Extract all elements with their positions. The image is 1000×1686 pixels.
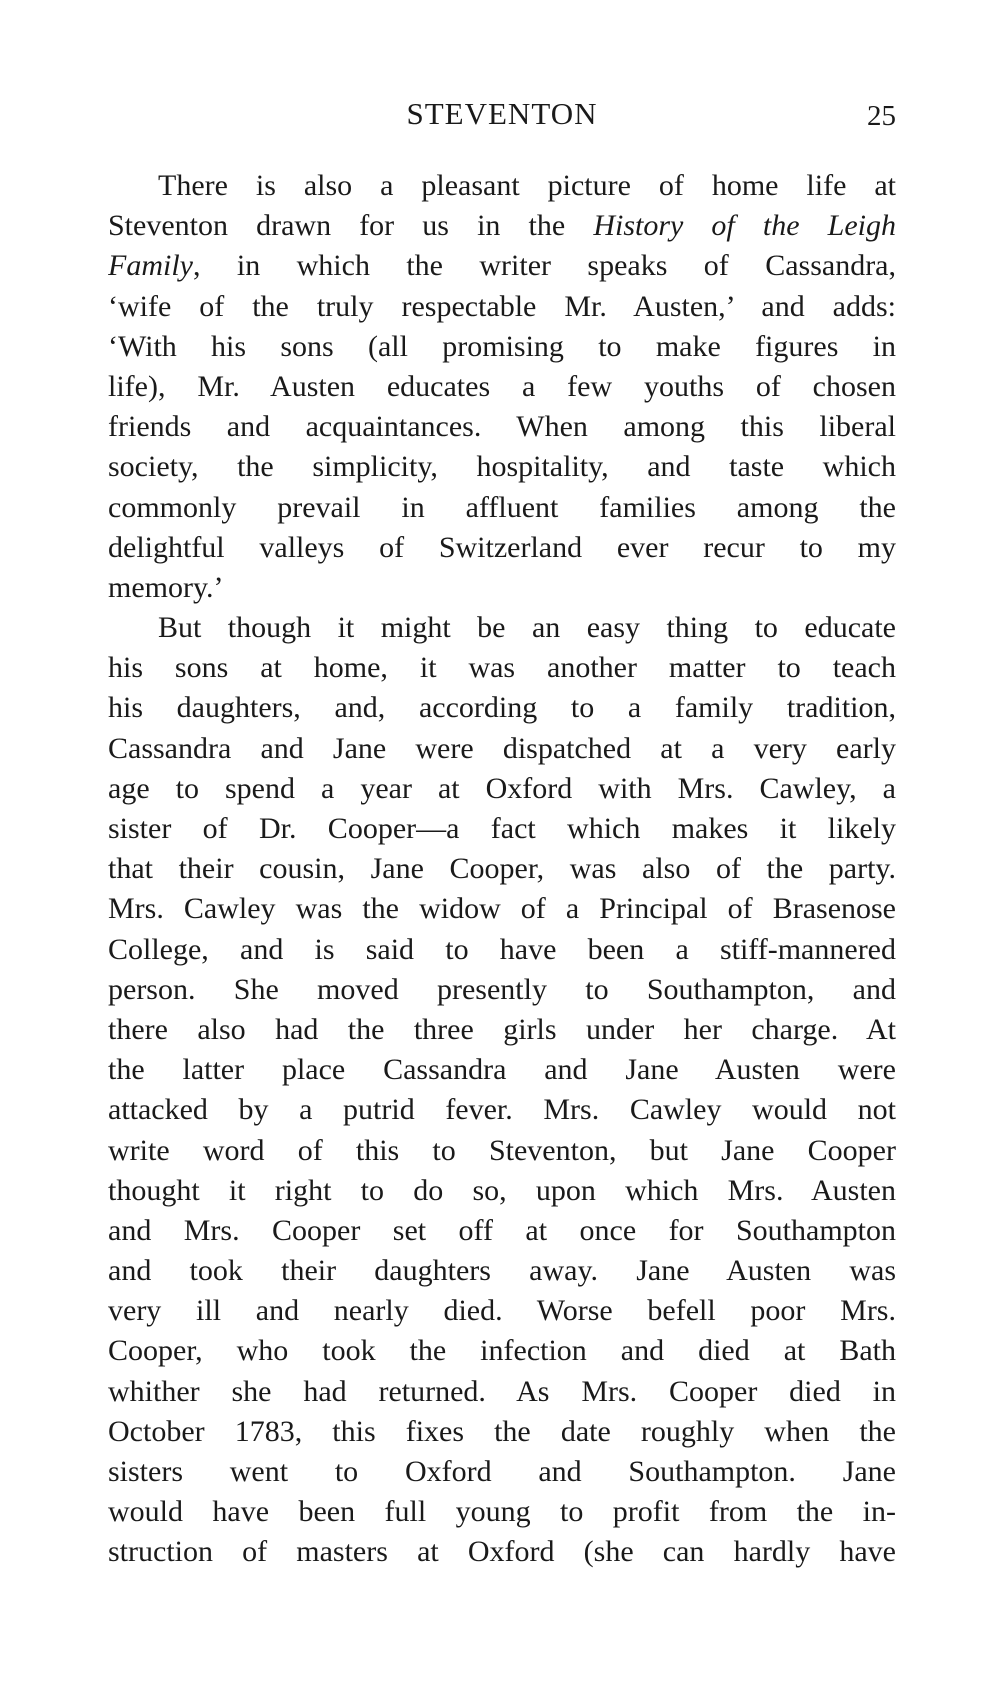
text-line (108, 206, 896, 246)
text-line: would have been full young to profit from the in- (108, 1495, 896, 1529)
text-segment: , in which the writer speaks of Cassandra, (192, 249, 896, 283)
text-line: sisters went to Oxford and Southampton. Jane (108, 1455, 896, 1488)
text-line: that their cousin, Jane Cooper, was also of the party. (108, 852, 896, 886)
text-line: Cassandra and Jane were dispatched at a very early (108, 731, 896, 765)
text-line: College, and is said to have been a stiff-mannered (108, 932, 896, 966)
text-line: thought it right to do so, upon which Mrs. Austen (108, 1173, 896, 1207)
text-line: friends and acquaintances. When among this liberal (108, 410, 896, 444)
text-line: ‘With his sons (all promising to make figures in (108, 329, 896, 363)
text-line: the latter place Cassandra and Jane Austen were (108, 1053, 896, 1087)
text-line: write word of this to Steventon, but Jane Cooper (108, 1133, 896, 1167)
text-line: October 1783, this fixes the date roughly when the (108, 1414, 896, 1448)
text-line (108, 246, 896, 286)
text-line: Cooper, who took the infection and died at Bath (108, 1334, 896, 1368)
text-line: sister of Dr. Cooper—a fact which makes it likely (108, 812, 896, 845)
text-line: memory.’ (108, 570, 224, 604)
text-line: ‘wife of the truly respectable Mr. Austen,’ and adds: (108, 289, 896, 323)
text-line: his daughters, and, according to a family tradition, (108, 691, 896, 725)
text-line: delightful valleys of Switzerland ever recur to my (108, 530, 896, 564)
body-text (108, 166, 896, 1573)
text-line: society, the simplicity, hospitality, and taste which (108, 450, 896, 484)
text-line: Mrs. Cawley was the widow of a Principal of Brasenose (108, 892, 896, 926)
page-number: 25 (867, 100, 896, 132)
text-line: There is also a pleasant picture of home life at (158, 169, 896, 202)
text-line: very ill and nearly died. Worse befell poor Mrs. (108, 1294, 896, 1328)
book-title-italic: Family (108, 249, 193, 283)
text-line: there also had the three girls under her charge. At (108, 1012, 896, 1046)
text-line: commonly prevail in affluent families among the (108, 490, 896, 524)
book-title-italic: History of the Leigh (593, 209, 896, 243)
text-line: and took their daughters away. Jane Austen was (108, 1254, 896, 1288)
text-line: and Mrs. Cooper set off at once for Southampton (108, 1213, 896, 1247)
text-line: person. She moved presently to Southampton, and (108, 972, 896, 1006)
running-head (108, 94, 896, 134)
running-title: STEVENTON (406, 96, 598, 131)
text-line: life), Mr. Austen educates a few youths of chosen (108, 369, 896, 403)
text-line: age to spend a year at Oxford with Mrs. Cawley, a (108, 771, 896, 805)
text-line: But though it might be an easy thing to educate (158, 611, 896, 645)
text-line: attacked by a putrid fever. Mrs. Cawley would not (108, 1093, 896, 1127)
text-line: whither she had returned. As Mrs. Cooper died in (108, 1374, 896, 1408)
text-line: his sons at home, it was another matter to teach (108, 651, 896, 685)
text-segment: Steventon drawn for us in the (108, 209, 594, 243)
text-line: struction of masters at Oxford (she can hardly have (108, 1535, 896, 1569)
